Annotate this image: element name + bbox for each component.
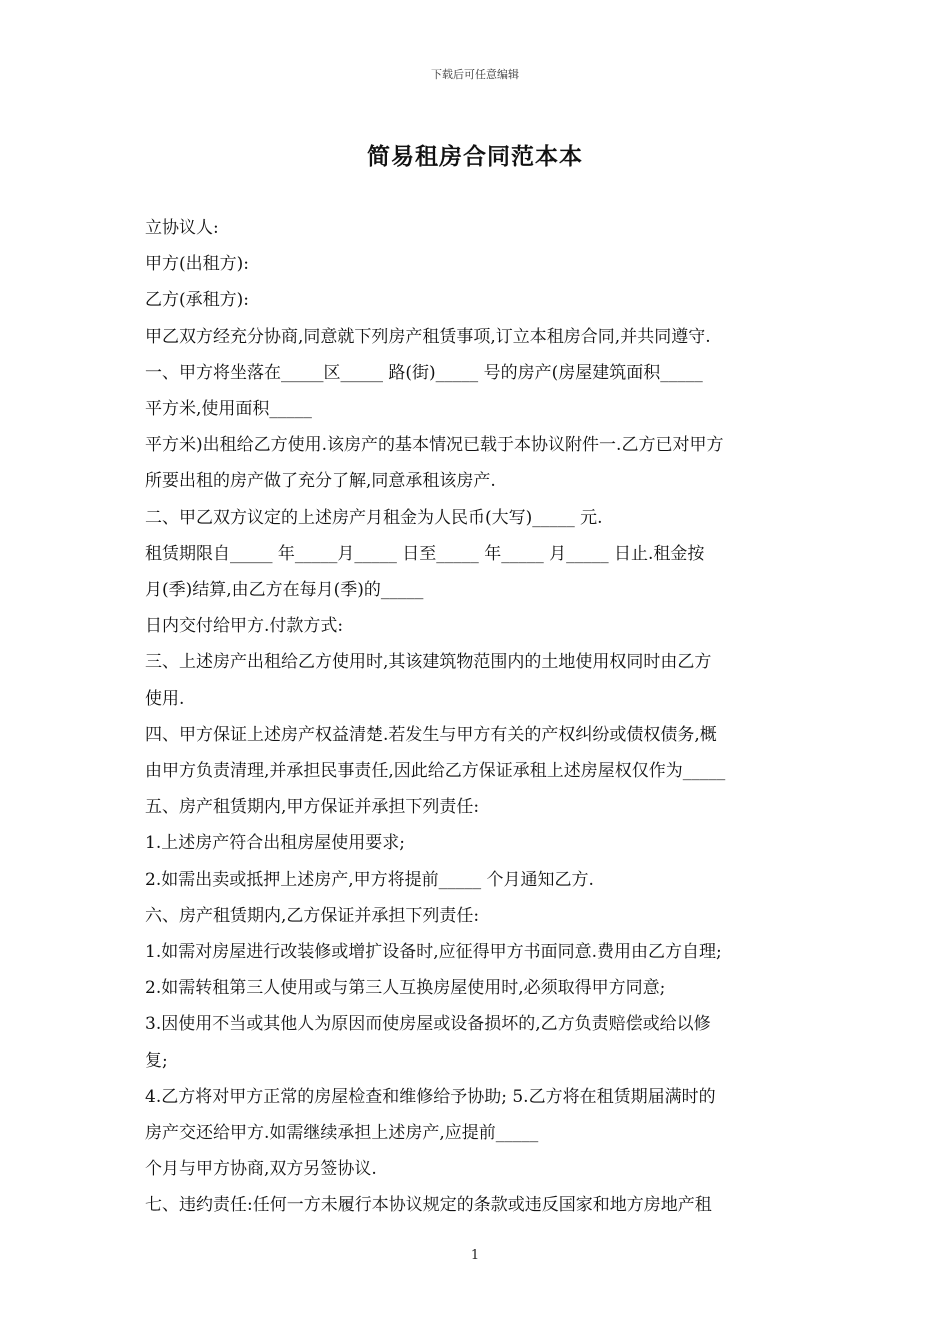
- contract-line: 四、甲方保证上述房产权益清楚.若发生与甲方有关的产权纠纷或债权债务,概: [145, 724, 717, 745]
- contract-line: 五、房产租赁期内,甲方保证并承担下列责任:: [145, 797, 480, 818]
- contract-line: 日内交付给甲方.付款方式:: [145, 616, 344, 637]
- contract-line: 三、上述房产出租给乙方使用时,其该建筑物范围内的土地使用权同时由乙方: [145, 652, 712, 673]
- contract-line: 租赁期限自_____ 年_____月_____ 日至_____ 年_____ 月_____ 日止.租金按: [145, 543, 705, 564]
- contract-line: 1.上述房产符合出租房屋使用要求;: [145, 833, 405, 854]
- contract-line: 乙方(承租方):: [145, 290, 249, 311]
- contract-line: 3.因使用不当或其他人为原因而使房屋或设备损坏的,乙方负责赔偿或给以修: [145, 1014, 711, 1035]
- contract-line: 月(季)结算,由乙方在每月(季)的_____: [145, 580, 424, 600]
- contract-line: 一、甲方将坐落在_____区_____ 路(街)_____ 号的房产(房屋建筑面积_____: [145, 362, 703, 383]
- contract-line: 由甲方负责清理,并承担民事责任,因此给乙方保证承租上述房屋权仅作为_____: [145, 761, 726, 781]
- contract-line: 甲方(出租方):: [145, 254, 249, 275]
- contract-line: 1.如需对房屋进行改装修或增扩设备时,应征得甲方书面同意.费用由乙方自理;: [145, 942, 722, 962]
- contract-line: 六、房产租赁期内,乙方保证并承担下列责任:: [145, 905, 480, 926]
- contract-line: 2.如需出卖或抵押上述房产,甲方将提前_____ 个月通知乙方.: [145, 869, 594, 890]
- contract-line: 复;: [145, 1050, 168, 1071]
- contract-line: 甲乙双方经充分协商,同意就下列房产租赁事项,订立本租房合同,并共同遵守.: [145, 326, 711, 347]
- contract-line: 4.乙方将对甲方正常的房屋检查和维修给予协助; 5.乙方将在租赁期届满时的: [145, 1086, 716, 1107]
- document-title: 简易租房合同范本本: [367, 143, 583, 170]
- contract-line: 平方米)出租给乙方使用.该房产的基本情况已载于本协议附件一.乙方已对甲方: [145, 435, 724, 456]
- page-number: 1: [470, 1248, 480, 1263]
- contract-line: 个月与甲方协商,双方另签协议.: [145, 1159, 377, 1180]
- contract-line: 所要出租的房产做了充分了解,同意承租该房产.: [145, 471, 496, 492]
- contract-line: 二、甲乙双方议定的上述房产月租金为人民币(大写)_____ 元.: [145, 507, 603, 528]
- contract-line: 2.如需转租第三人使用或与第三人互换房屋使用时,必须取得甲方同意;: [145, 978, 666, 999]
- contract-line: 立协议人:: [145, 218, 219, 238]
- contract-line: 平方米,使用面积_____: [145, 399, 312, 419]
- header-note: 下载后可任意编辑: [431, 68, 519, 81]
- contract-line: 七、违约责任:任何一方未履行本协议规定的条款或违反国家和地方房地产租: [145, 1195, 712, 1216]
- contract-line: 使用.: [145, 688, 185, 709]
- contract-line: 房产交还给甲方.如需继续承担上述房产,应提前_____: [145, 1123, 539, 1143]
